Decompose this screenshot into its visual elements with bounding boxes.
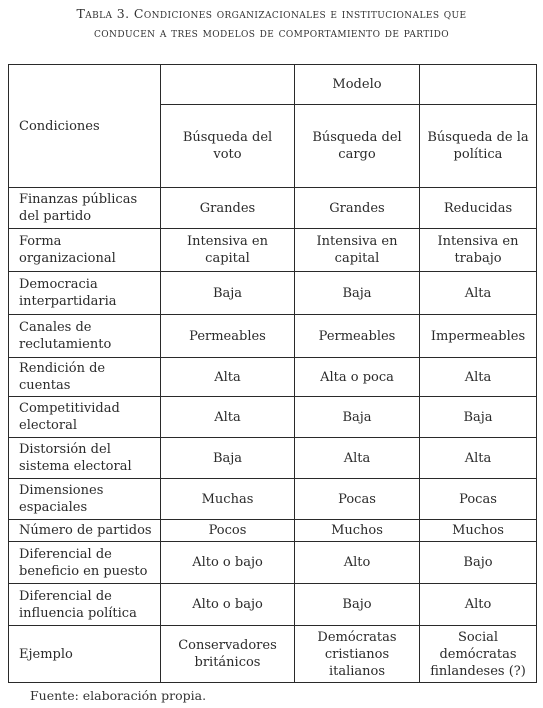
table-cell: Baja <box>161 272 295 315</box>
table-cell: Demócratas cristianos italianos <box>295 626 420 683</box>
table-row <box>9 229 537 272</box>
caption-line-2: conducen a tres modelos de comportamiento de partido <box>93 25 449 40</box>
table-row <box>9 188 537 229</box>
caption-line-1: Tabla 3. Condiciones organizacionales e institucionales que <box>76 6 467 21</box>
table-row <box>9 315 537 358</box>
table-row <box>9 358 537 397</box>
table-cell: Alta o poca <box>295 358 420 397</box>
table-cell: Muchos <box>420 520 537 542</box>
conditions-table <box>8 64 537 683</box>
table-cell: Pocas <box>420 479 537 520</box>
header-model: Modelo <box>295 65 420 105</box>
row-header: Ejemplo <box>9 626 161 683</box>
header-empty-cell <box>161 65 295 105</box>
table-cell: Baja <box>295 272 420 315</box>
table-cell: Alto o bajo <box>161 584 295 626</box>
table-row <box>9 542 537 584</box>
table-cell: Baja <box>420 397 537 438</box>
source-note: Fuente: elaboración propia. <box>30 688 207 703</box>
table-cell: Reducidas <box>420 188 537 229</box>
table-cell: Impermeables <box>420 315 537 358</box>
table-cell: Intensiva en capital <box>295 229 420 272</box>
table-cell: Alto <box>420 584 537 626</box>
table-cell: Social demócratas finlandeses (?) <box>420 626 537 683</box>
table-cell: Pocos <box>161 520 295 542</box>
column-header: Búsqueda de la política <box>420 105 537 188</box>
table-cell: Alta <box>420 438 537 479</box>
table-cell: Alta <box>161 358 295 397</box>
table-cell: Grandes <box>161 188 295 229</box>
row-header: Diferencial de beneficio en puesto <box>9 542 161 584</box>
table-row <box>9 479 537 520</box>
table-row <box>9 520 537 542</box>
table-cell: Alto <box>295 542 420 584</box>
row-header: Finanzas públicas del partido <box>9 188 161 229</box>
column-header: Búsqueda del cargo <box>295 105 420 188</box>
table-cell: Pocas <box>295 479 420 520</box>
header-conditions: Condiciones <box>9 65 161 188</box>
table-row <box>9 626 537 683</box>
row-header: Dimensiones espaciales <box>9 479 161 520</box>
row-header: Forma organizacional <box>9 229 161 272</box>
row-header: Rendición de cuentas <box>9 358 161 397</box>
table-row <box>9 584 537 626</box>
table-cell: Intensiva en capital <box>161 229 295 272</box>
table-cell: Conservadores británicos <box>161 626 295 683</box>
table-cell: Grandes <box>295 188 420 229</box>
table-cell: Permeables <box>295 315 420 358</box>
table-cell: Intensiva en trabajo <box>420 229 537 272</box>
row-header: Número de partidos <box>9 520 161 542</box>
header-empty-cell <box>420 65 537 105</box>
table-cell: Alta <box>161 397 295 438</box>
table-row <box>9 272 537 315</box>
table-row <box>9 438 537 479</box>
table-cell: Muchas <box>161 479 295 520</box>
table-cell: Baja <box>295 397 420 438</box>
table-cell: Alto o bajo <box>161 542 295 584</box>
table-cell: Permeables <box>161 315 295 358</box>
table-cell: Alta <box>420 272 537 315</box>
row-header: Competitividad electoral <box>9 397 161 438</box>
row-header: Diferencial de influencia política <box>9 584 161 626</box>
table-cell: Alta <box>420 358 537 397</box>
row-header: Canales de reclutamiento <box>9 315 161 358</box>
table-cell: Bajo <box>295 584 420 626</box>
table-cell: Muchos <box>295 520 420 542</box>
row-header: Democracia interpartidaria <box>9 272 161 315</box>
header-row-group <box>9 65 537 105</box>
table-caption <box>0 4 543 42</box>
table-cell: Alta <box>295 438 420 479</box>
row-header: Distorsión del sistema electoral <box>9 438 161 479</box>
column-header: Búsqueda del voto <box>161 105 295 188</box>
table-cell: Bajo <box>420 542 537 584</box>
table-row <box>9 397 537 438</box>
table-cell: Baja <box>161 438 295 479</box>
